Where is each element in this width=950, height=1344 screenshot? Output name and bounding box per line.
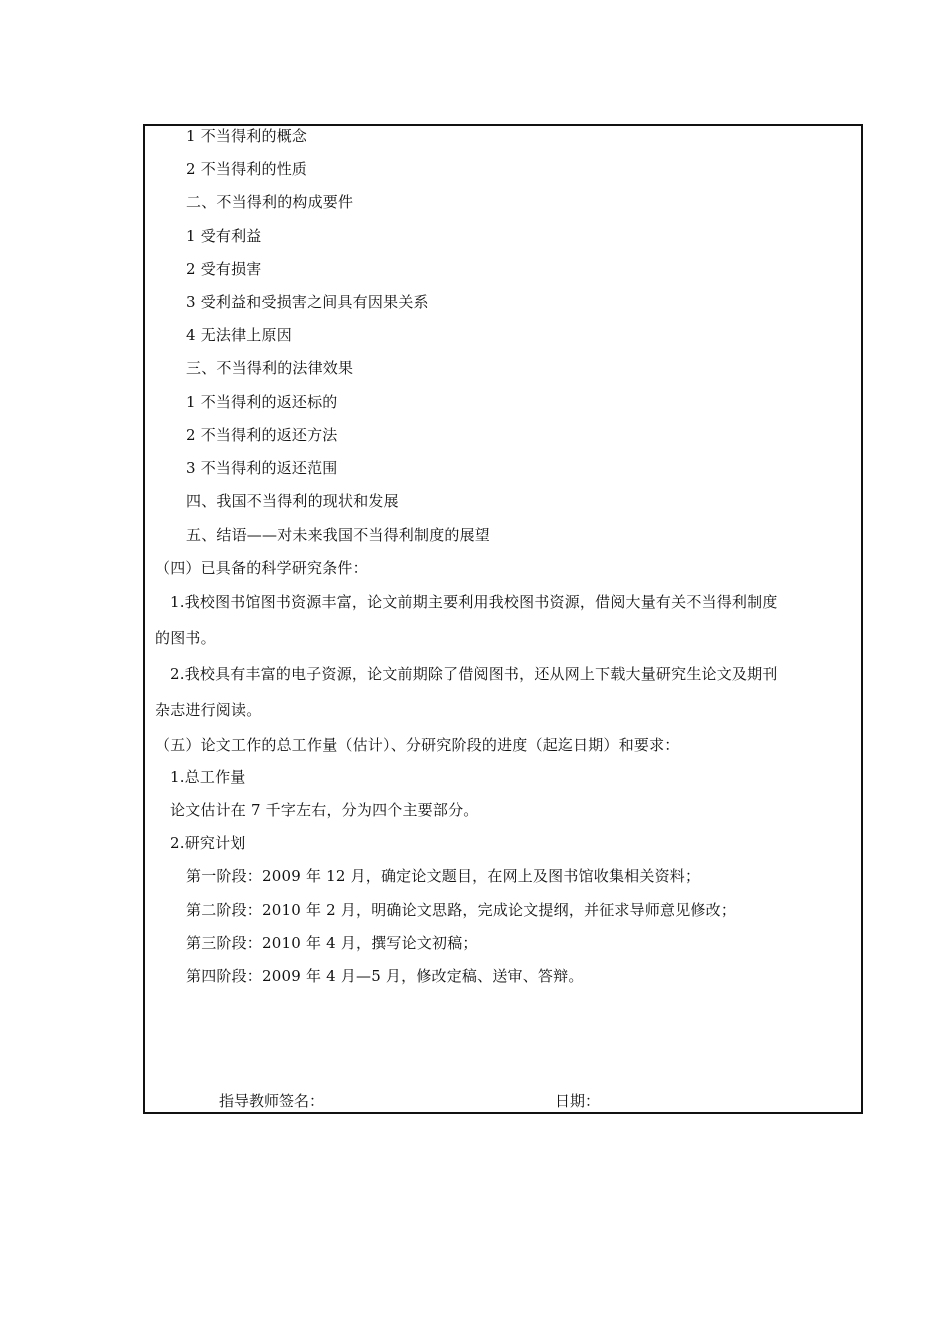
conditions-heading: （四）已具备的科学研究条件： xyxy=(155,559,368,577)
outline-heading: 五、结语——对未来我国不当得利制度的展望 xyxy=(186,526,491,544)
outline-heading: 四、我国不当得利的现状和发展 xyxy=(186,492,399,510)
outline-heading: 三、不当得利的法律效果 xyxy=(186,359,354,377)
conditions-item-continued: 杂志进行阅读。 xyxy=(155,701,262,719)
outline-item: 3 受利益和受损害之间具有因果关系 xyxy=(186,293,429,311)
outline-item: 2 不当得利的性质 xyxy=(186,160,308,178)
research-stage: 第四阶段：2009 年 4 月—5 月，修改定稿、送审、答辩。 xyxy=(186,967,584,985)
total-workload-title: 1.总工作量 xyxy=(170,768,246,786)
workload-heading: （五）论文工作的总工作量（估计）、分研究阶段的进度（起迄日期）和要求： xyxy=(155,736,680,754)
total-workload-text: 论文估计在 7 千字左右，分为四个主要部分。 xyxy=(170,801,479,819)
research-stage: 第三阶段：2010 年 4 月，撰写论文初稿； xyxy=(186,934,478,952)
date-label: 日期： xyxy=(555,1092,601,1110)
outline-item: 3 不当得利的返还范围 xyxy=(186,459,338,477)
research-stage: 第二阶段：2010 年 2 月，明确论文思路，完成论文提纲，并征求导师意见修改； xyxy=(186,901,737,919)
advisor-signature-label: 指导教师签名： xyxy=(219,1092,325,1110)
outline-heading: 二、不当得利的构成要件 xyxy=(186,193,354,211)
conditions-item: 1.我校图书馆图书资源丰富，论文前期主要利用我校图书资源，借阅大量有关不当得利制度 xyxy=(170,593,778,611)
outline-item: 2 受有损害 xyxy=(186,260,262,278)
outline-item: 4 无法律上原因 xyxy=(186,326,292,344)
outline-item: 1 不当得利的返还标的 xyxy=(186,393,338,411)
conditions-item: 2.我校具有丰富的电子资源，论文前期除了借阅图书，还从网上下载大量研究生论文及期刊 xyxy=(170,665,778,683)
outline-item: 1 不当得利的概念 xyxy=(186,127,308,145)
conditions-item-continued: 的图书。 xyxy=(155,629,216,647)
research-plan-title: 2.研究计划 xyxy=(170,834,246,852)
research-stage: 第一阶段：2009 年 12 月，确定论文题目，在网上及图书馆收集相关资料； xyxy=(186,867,701,885)
outline-item: 1 受有利益 xyxy=(186,227,262,245)
outline-item: 2 不当得利的返还方法 xyxy=(186,426,338,444)
